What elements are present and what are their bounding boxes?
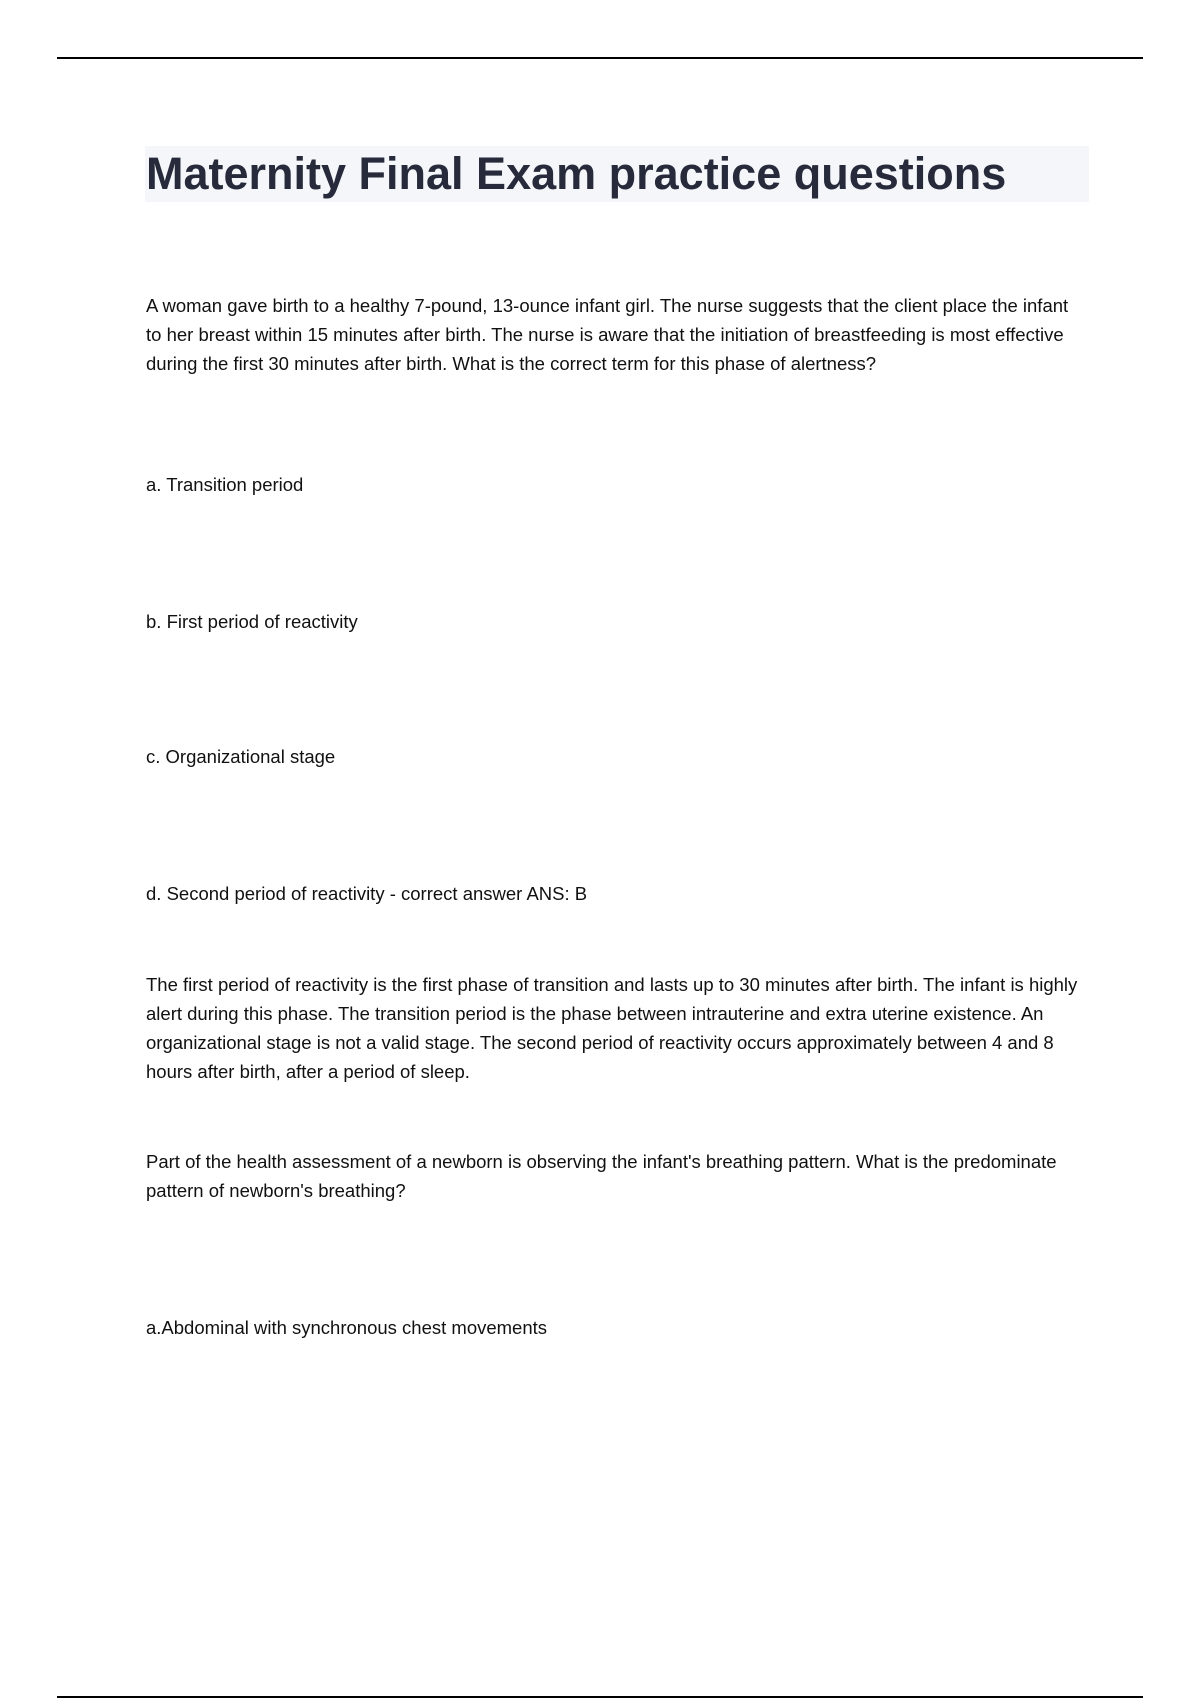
question-1-option-c: c. Organizational stage — [146, 746, 336, 767]
question-1-text: A woman gave birth to a healthy 7-pound, 13-ounce infant girl. The nurse suggests that the client place the infant to her breast within 15 minutes after birth. The nurse is aware that the initiation of breastfeeding is most effective during the first 30 minutes after birth. What is the correct term for this phase of alertness? — [146, 295, 1069, 374]
question-2-text: Part of the health assessment of a newborn is observing the infant's breathing pattern. What is the predominate pattern of newborn's breathing? — [146, 1151, 1057, 1201]
header-rule — [57, 57, 1143, 59]
footer-rule — [57, 1696, 1143, 1698]
question-1-option-b: b. First period of reactivity — [146, 611, 358, 632]
question-2-option-a: a.Abdominal with synchronous chest movements — [146, 1317, 548, 1338]
question-1-rationale: The first period of reactivity is the first phase of transition and lasts up to 30 minutes after birth. The infant is highly alert during this phase. The transition period is the phase between intrauterine and extra uterine existence. An organizational stage is not a valid stage. The second period of reactivity occurs approximately between 4 and 8 hours after birth, after a period of sleep. — [146, 974, 1078, 1082]
question-1-option-d: d. Second period of reactivity - correct answer ANS: B — [146, 883, 588, 904]
question-1-option-a: a. Transition period — [146, 474, 304, 495]
document-title: Maternity Final Exam practice questions — [146, 148, 1007, 199]
